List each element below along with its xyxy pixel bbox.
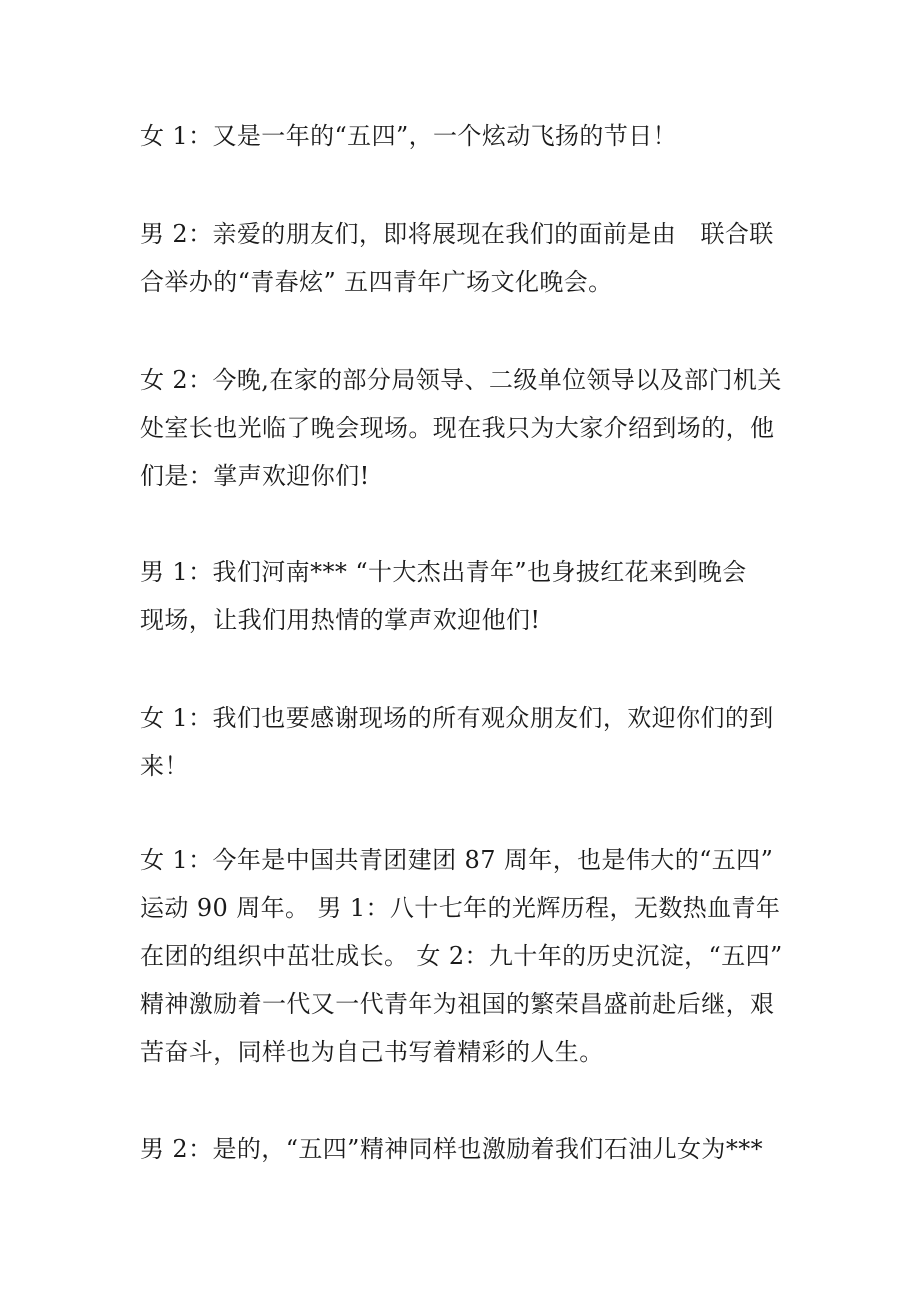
paragraph-5 [140, 694, 790, 790]
text-line: 运动 90 周年。 男 1：八十七年的光辉历程，无数热血青年 [140, 894, 781, 922]
text-line: 女 2：今晚,在家的部分局领导、二级单位领导以及部门机关 [140, 366, 782, 394]
paragraph-4 [140, 548, 790, 644]
paragraph-3 [140, 356, 790, 500]
text-line: 在团的组织中茁壮成长。 女 2：九十年的历史沉淀，“五四” [140, 942, 783, 970]
text-line: 男 2：亲爱的朋友们，即将展现在我们的面前是由 联合联 [140, 220, 774, 248]
paragraph-1 [140, 112, 790, 160]
text-line: 合举办的“青春炫” 五四青年广场文化晚会。 [140, 268, 613, 296]
text-line: 来！ [140, 752, 189, 780]
text-line: 精神激励着一代又一代青年为祖国的繁荣昌盛前赴后继，艰 [140, 990, 775, 1018]
text-line: 女 1：我们也要感谢现场的所有观众朋友们，欢迎你们的到 [140, 704, 774, 732]
text-line: 男 2：是的，“五四”精神同样也激励着我们石油儿女为*** [140, 1135, 764, 1163]
text-line: 处室长也光临了晚会现场。现在我只为大家介绍到场的，他 [140, 414, 775, 442]
text-line: 女 1：又是一年的“五四”，一个炫动飞扬的节日！ [140, 122, 678, 150]
text-line: 们是：掌声欢迎你们! [140, 462, 370, 490]
text-line: 女 1：今年是中国共青团建团 87 周年，也是伟大的“五四” [140, 846, 774, 874]
text-line: 现场，让我们用热情的掌声欢迎他们! [140, 606, 541, 634]
paragraph-7 [140, 1125, 790, 1173]
paragraph-2 [140, 210, 790, 306]
text-line: 男 1：我们河南*** “十大杰出青年”也身披红花来到晚会 [140, 558, 747, 586]
paragraph-6 [140, 836, 790, 1076]
text-line: 苦奋斗，同样也为自己书写着精彩的人生。 [140, 1038, 604, 1066]
